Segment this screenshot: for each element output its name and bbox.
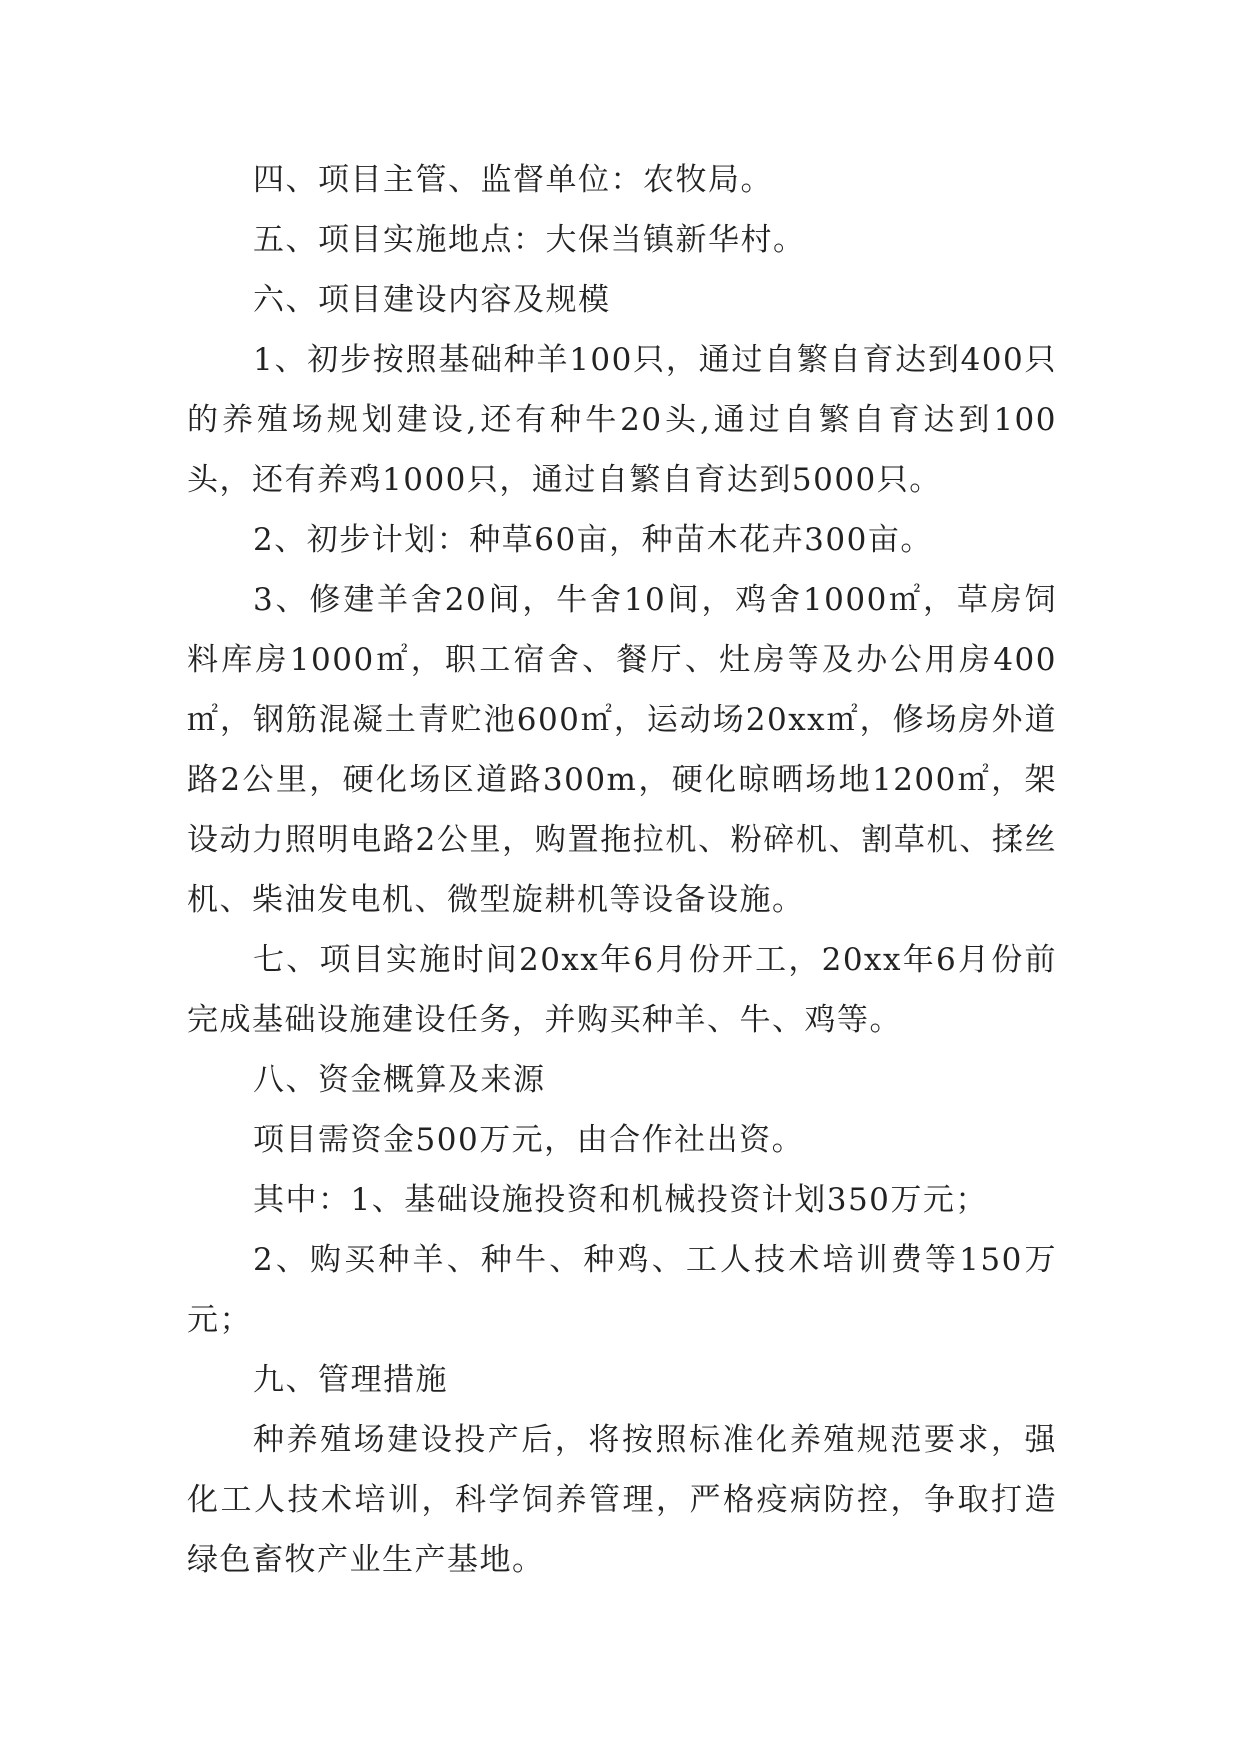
paragraph-schedule: 七、项目实施时间20xx年6月份开工，20xx年6月份前完成基础设施建设任务，并购买种羊、牛、鸡等。 [187,942,1057,1038]
paragraph-item-planting: 2、初步计划：种草60亩，种苗木花卉300亩。 [253,522,933,558]
paragraph-section-heading-funding: 八、资金概算及来源 [253,1062,546,1098]
paragraph-management-measures: 种养殖场建设投产后，将按照标准化养殖规范要求，强化工人技术培训，科学饲养管理，严格疫病防控，争取打造绿色畜牧产业生产基地。 [187,1422,1057,1578]
paragraph-section-heading-construction: 六、项目建设内容及规模 [253,282,611,318]
paragraph-funding-item-1: 其中：1、基础设施投资和机械投资计划350万元； [253,1182,988,1218]
paragraph-funding-item-2: 2、购买种羊、种牛、种鸡、工人技术培训费等150万元； [187,1242,1057,1338]
document-body [187,150,1057,1590]
paragraph-funding-total: 项目需资金500万元，由合作社出资。 [253,1122,805,1158]
paragraph-item-livestock: 1、初步按照基础种羊100只，通过自繁自育达到400只的养殖场规划建设,还有种牛20头,通过自繁自育达到100头，还有养鸡1000只，通过自繁自育达到5000只。 [187,342,1057,498]
paragraph-supervising-unit: 四、项目主管、监督单位：农牧局。 [253,162,773,198]
paragraph-project-location: 五、项目实施地点：大保当镇新华村。 [253,222,806,258]
paragraph-item-facilities: 3、修建羊舍20间，牛舍10间，鸡舍1000㎡，草房饲料库房1000㎡，职工宿舍、餐厅、灶房等及办公用房400㎡，钢筋混凝土青贮池600㎡，运动场20xx㎡，修场房外道路2公里，硬化场区道路300m，硬化晾晒场地1200㎡，架设动力照明电路2公里，购置拖拉机、粉碎机、割草机、揉丝机、柴油发电机、微型旋耕机等设备设施。 [187,582,1057,918]
paragraph-section-heading-management: 九、管理措施 [253,1362,448,1398]
